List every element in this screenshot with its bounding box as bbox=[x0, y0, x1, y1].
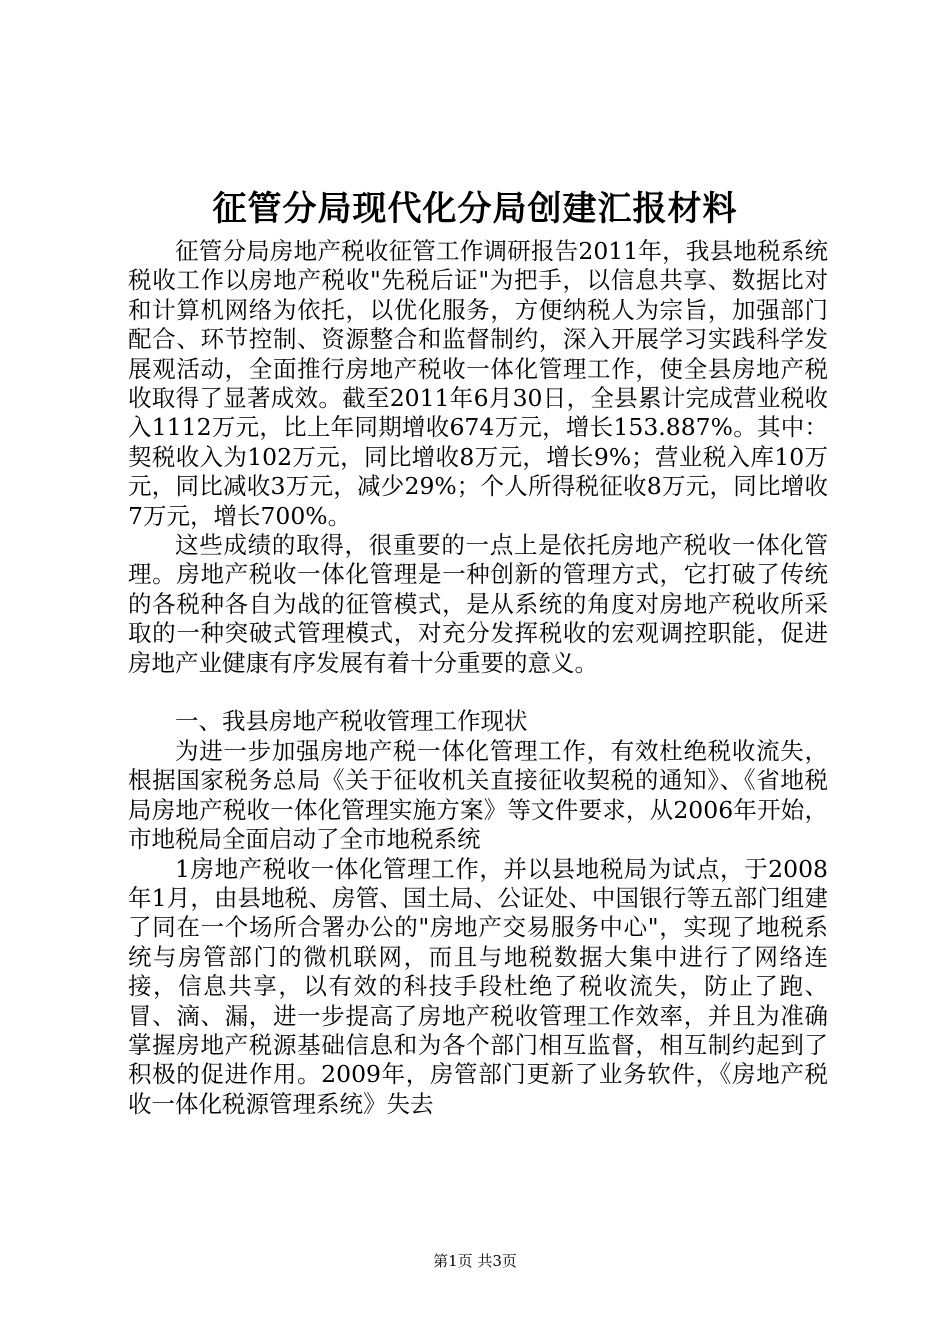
paragraph-background: 为进一步加强房地产税一体化管理工作，有效杜绝税收流失，根据国家税务总局《关于征收机关直接征收契税的通知》、《省地税局房地产税收一体化管理实施方案》等文件要求，从2006年开始，市地税局全面启动了全市地税系统 bbox=[128, 736, 828, 854]
document-title: 征管分局现代化分局创建汇报材料 bbox=[212, 189, 738, 229]
section-heading-current-status: 一、我县房地产税收管理工作现状 bbox=[175, 707, 528, 736]
page-number-footer: 第1页 共3页 bbox=[433, 1252, 517, 1270]
paragraph-pilot-work: 1房地产税收一体化管理工作，并以县地税局为试点，于2008年1月，由县地税、房管、国土局、公证处、中国银行等五部门组建了同在一个场所合署办公的"房地产交易服务中心"，实现了地税系统与房管部门的微机联网，而且与地税数据大集中进行了网络连接，信息共享，以有效的科技手段杜绝了税收流失，防止了跑、冒、滴、漏，进一步提高了房地产税收管理工作效率，并且为准确掌握房地产税源基础信息和为各个部门相互监督，相互制约起到了积极的促进作用。2009年，房管部门更新了业务软件，《房地产税收一体化税源管理系统》失去 bbox=[128, 854, 828, 1118]
document-body bbox=[128, 237, 828, 1119]
paragraph-tax-summary: 征管分局房地产税收征管工作调研报告2011年，我县地税系统税收工作以房地产税收"先税后证"为把手，以信息共享、数据比对和计算机网络为依托，以优化服务，方便纳税人为宗旨，加强部门配合、环节控制、资源整合和监督制约，深入开展学习实践科学发展观活动，全面推行房地产税收一体化管理工作，使全县房地产税收取得了显著成效。截至2011年6月30日，全县累计完成营业税收入1112万元，比上年同期增收674万元，增长153.887%。其中：契税收入为102万元，同比增收8万元，增长9%；营业税入库10万元，同比减收3万元，减少29%；个人所得税征收8万元，同比增收7万元，增长700%。 bbox=[128, 237, 828, 530]
paragraph-achievements: 这些成绩的取得，很重要的一点上是依托房地产税收一体化管理。房地产税收一体化管理是一种创新的管理方式，它打破了传统的各税种各自为战的征管模式，是从系统的角度对房地产税收所采取的一种突破式管理模式，对充分发挥税收的宏观调控职能，促进房地产业健康有序发展有着十分重要的意义。 bbox=[128, 531, 828, 677]
